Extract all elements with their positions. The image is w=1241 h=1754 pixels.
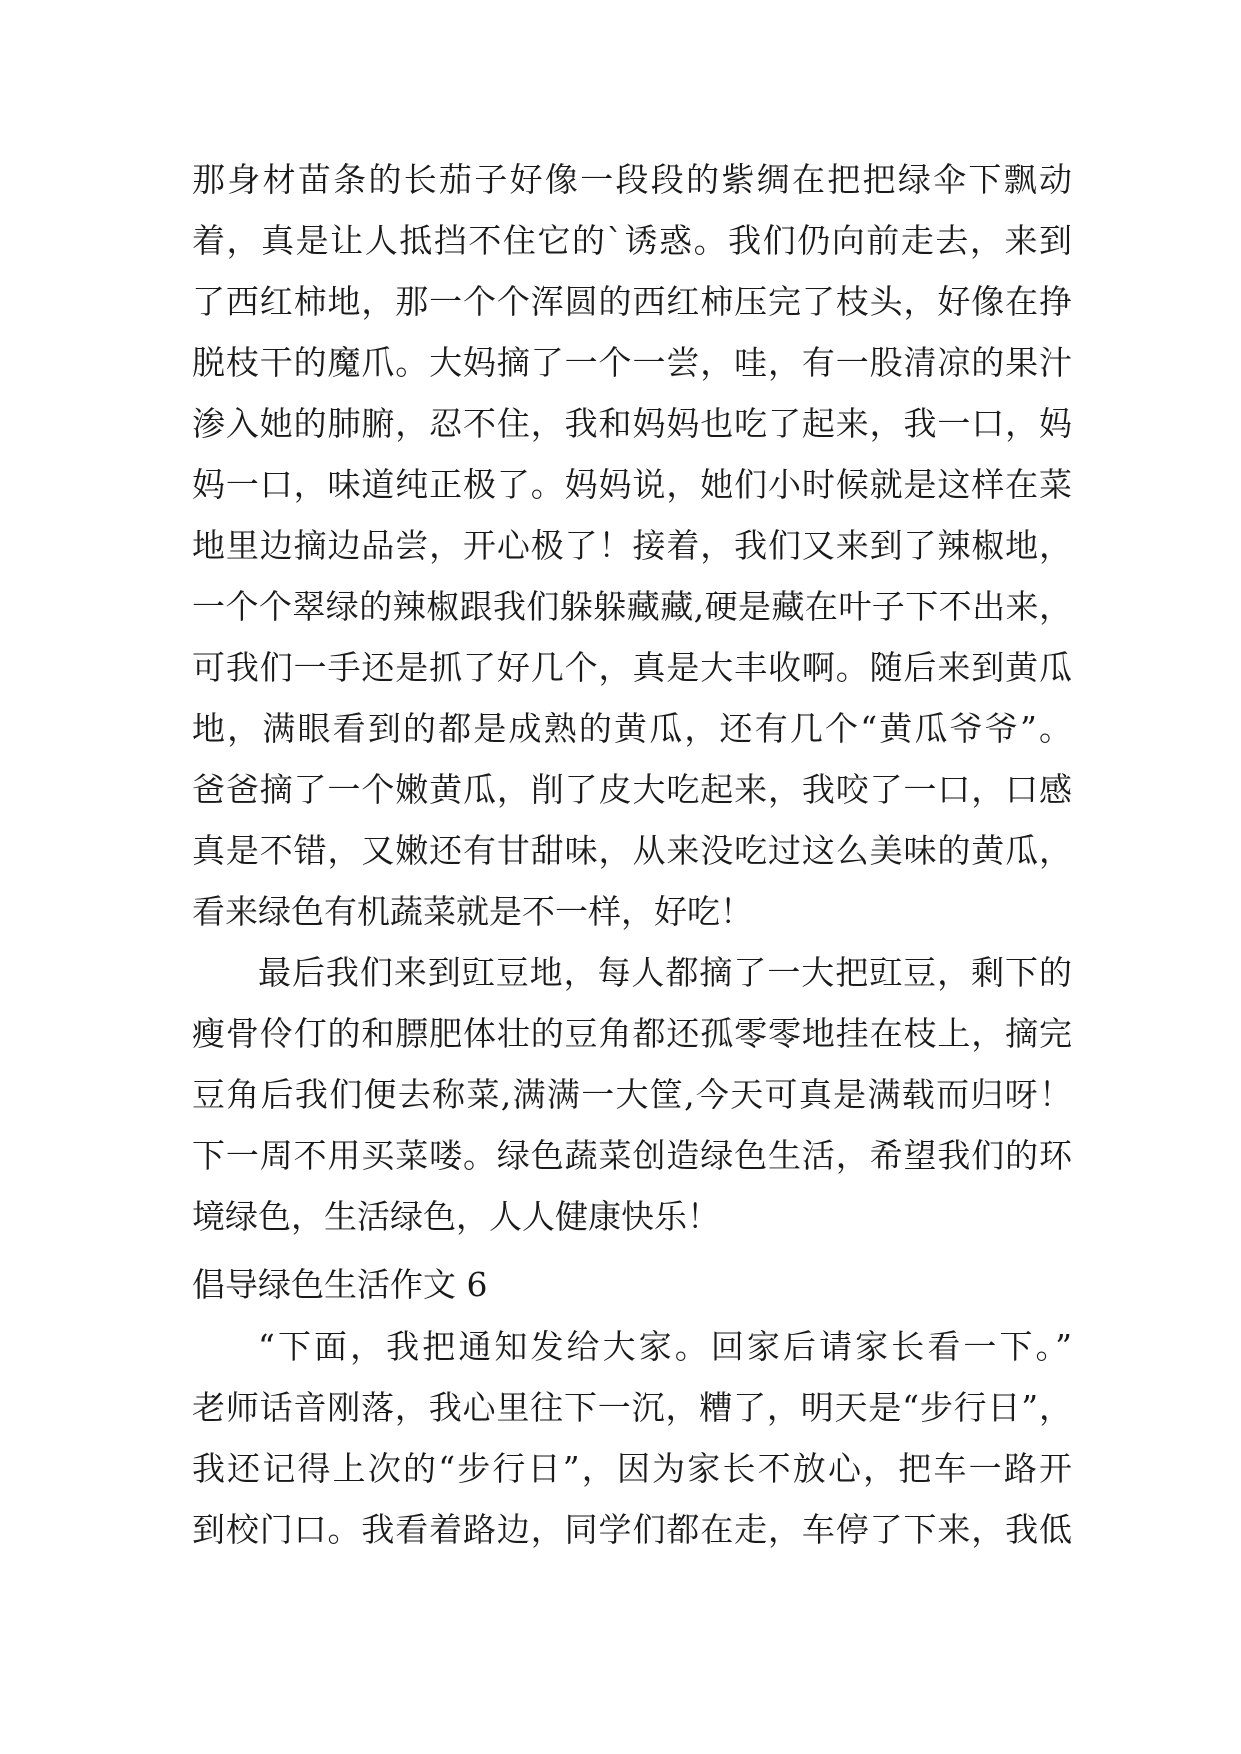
text-line: 老师话音刚落，我心里往下一沉，糟了，明天是“步行日”， — [192, 1388, 1072, 1427]
paragraph-3 — [192, 1316, 1072, 1560]
text-line: “下面，我把通知发给大家。回家后请家长看一下。” — [258, 1327, 1072, 1366]
text-line: 真是不错，又嫩还有甘甜味，从来没吃过这么美味的黄瓜， — [192, 831, 1072, 870]
paragraph-1 — [192, 149, 1072, 942]
text-line: 可我们一手还是抓了好几个，真是大丰收啊。随后来到黄瓜 — [192, 648, 1072, 687]
text-line: 看来绿色有机蔬菜就是不一样，好吃！ — [192, 892, 753, 931]
text-line: 那身材苗条的长茄子好像一段段的紫绸在把把绿伞下飘动 — [192, 160, 1072, 199]
text-line: 了西红柿地，那一个个浑圆的西红柿压完了枝头，好像在挣 — [192, 282, 1072, 321]
text-line: 到校门口。我看着路边，同学们都在走，车停了下来，我低 — [192, 1510, 1072, 1549]
text-line: 豆角后我们便去称菜,满满一大筐,今天可真是满载而归呀！ — [192, 1075, 1072, 1114]
text-line: 妈一口，味道纯正极了。妈妈说，她们小时候就是这样在菜 — [192, 465, 1072, 504]
text-line: 脱枝干的魔爪。大妈摘了一个一尝，哇，有一股清凉的果汁 — [192, 343, 1072, 382]
text-line: 渗入她的肺腑，忍不住，我和妈妈也吃了起来，我一口，妈 — [192, 404, 1072, 443]
text-line: 境绿色，生活绿色，人人健康快乐！ — [192, 1197, 720, 1236]
text-line: 我还记得上次的“步行日”，因为家长不放心，把车一路开 — [192, 1449, 1072, 1488]
text-line: 一个个翠绿的辣椒跟我们躲躲藏藏,硬是藏在叶子下不出来， — [192, 587, 1072, 626]
text-line: 下一周不用买菜喽。绿色蔬菜创造绿色生活，希望我们的环 — [192, 1136, 1072, 1175]
section-heading: 倡导绿色生活作文 6 — [192, 1265, 488, 1304]
paragraph-2 — [192, 942, 1072, 1247]
text-line: 最后我们来到豇豆地，每人都摘了一大把豇豆，剩下的 — [258, 953, 1072, 992]
text-line: 爸爸摘了一个嫩黄瓜，削了皮大吃起来，我咬了一口，口感 — [192, 770, 1072, 809]
text-line: 瘦骨伶仃的和膘肥体壮的豆角都还孤零零地挂在枝上，摘完 — [192, 1014, 1072, 1053]
text-line: 地，满眼看到的都是成熟的黄瓜，还有几个“黄瓜爷爷”。 — [192, 709, 1072, 748]
text-line: 着，真是让人抵挡不住它的`诱惑。我们仍向前走去，来到 — [192, 221, 1072, 260]
text-line: 地里边摘边品尝，开心极了！接着，我们又来到了辣椒地， — [192, 526, 1072, 565]
